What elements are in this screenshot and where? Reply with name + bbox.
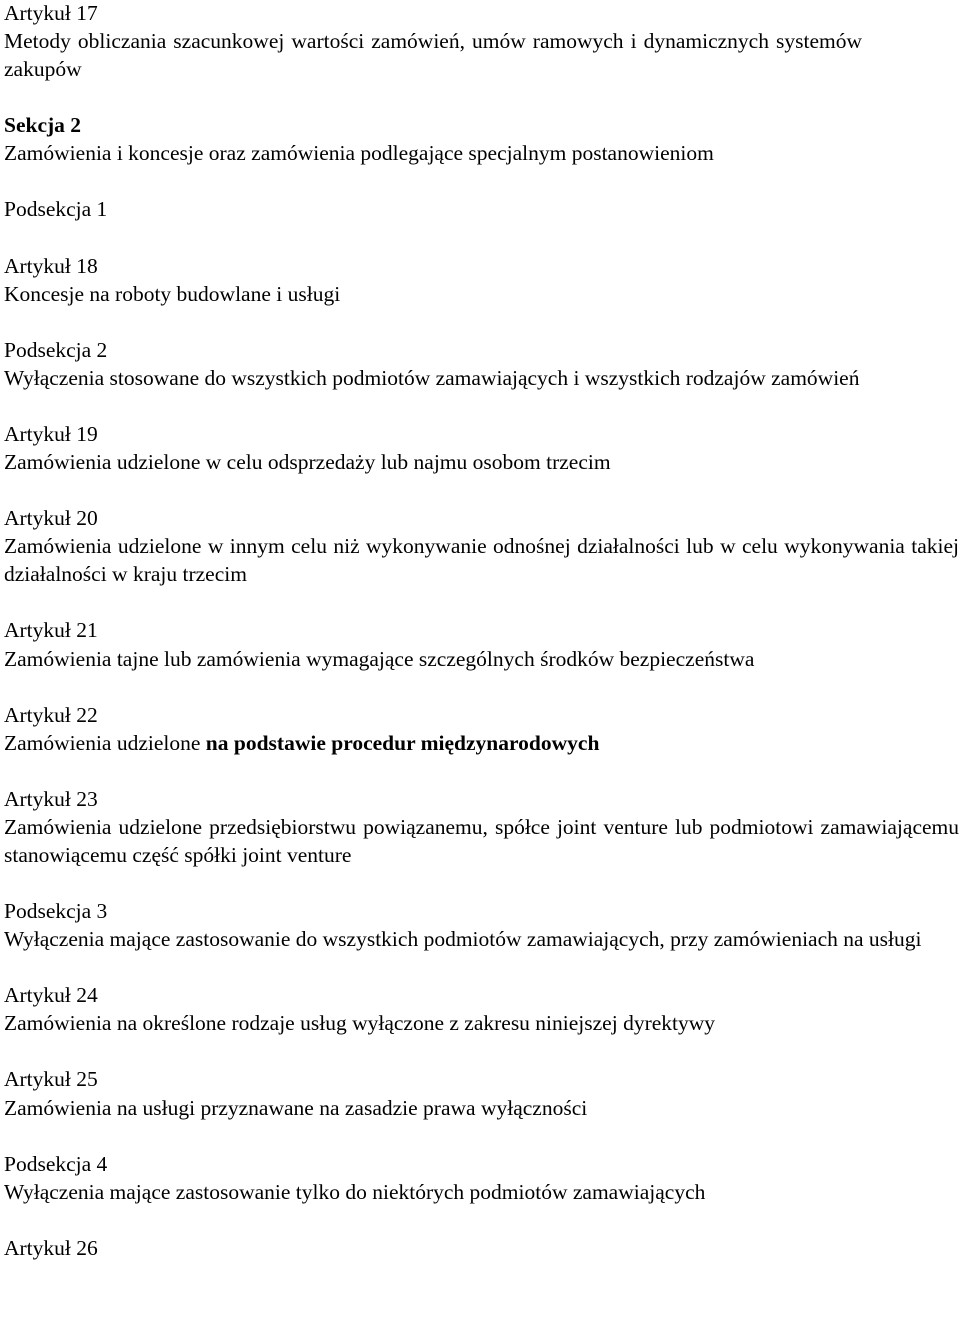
article-heading: Artykuł 26 xyxy=(4,1235,98,1260)
section-podsekcja-3 xyxy=(4,897,959,953)
section-sekcja-2 xyxy=(4,111,959,167)
article-heading: Artykuł 20 xyxy=(4,506,98,531)
article-title: Zamówienia udzielone w innym celu niż wykonywanie odnośnej działalności lub w celu wykonywania takiej działalności w kraju trzecim xyxy=(4,534,959,587)
subsection-heading: Podsekcja 2 xyxy=(4,337,108,362)
section-article-18 xyxy=(4,252,959,308)
article-title: Koncesje na roboty budowlane i usługi xyxy=(4,281,341,306)
article-title: Zamówienia na określone rodzaje usług wyłączone z zakresu niniejszej dyrektywy xyxy=(4,1011,716,1036)
article-heading: Artykuł 18 xyxy=(4,253,98,278)
article-heading: Artykuł 24 xyxy=(4,983,98,1008)
section-podsekcja-1 xyxy=(4,195,959,223)
article-heading: Artykuł 19 xyxy=(4,421,98,446)
article-title: Zamówienia udzielone przedsiębiorstwu powiązanemu, spółce joint venture lub podmiotowi zamawiającemu stanowiącemu część spółki joint venture xyxy=(4,814,959,867)
section-article-17 xyxy=(4,0,959,83)
article-heading: Artykuł 23 xyxy=(4,786,98,811)
subsection-title: Wyłączenia mające zastosowanie tylko do niektórych podmiotów zamawiających xyxy=(4,1179,706,1204)
article-heading: Artykuł 25 xyxy=(4,1067,98,1092)
section-article-22 xyxy=(4,701,959,757)
section-article-24 xyxy=(4,981,959,1037)
section-article-21 xyxy=(4,616,959,672)
section-article-25 xyxy=(4,1065,959,1121)
document-page xyxy=(4,0,959,1290)
article-title: Metody obliczania szacunkowej wartości zamówień, umów ramowych i dynamicznych systemów zakupów xyxy=(4,29,862,82)
section-heading: Sekcja 2 xyxy=(4,113,82,138)
subsection-heading: Podsekcja 3 xyxy=(4,899,108,924)
subsection-heading: Podsekcja 4 xyxy=(4,1151,108,1176)
subsection-heading: Podsekcja 1 xyxy=(4,197,108,222)
article-heading: Artykuł 22 xyxy=(4,702,98,727)
section-article-20 xyxy=(4,504,959,588)
subsection-title: Wyłączenia stosowane do wszystkich podmiotów zamawiających i wszystkich rodzajów zamówień xyxy=(4,365,860,390)
section-podsekcja-4 xyxy=(4,1150,959,1206)
article-heading: Artykuł 17 xyxy=(4,1,98,25)
article-title: Zamówienia tajne lub zamówienia wymagające szczególnych środków bezpieczeństwa xyxy=(4,646,755,671)
section-article-23 xyxy=(4,785,959,869)
subsection-title: Wyłączenia mające zastosowanie do wszystkich podmiotów zamawiających, przy zamówieniach na usługi xyxy=(4,927,922,952)
section-title: Zamówienia i koncesje oraz zamówienia podlegające specjalnym postanowieniom xyxy=(4,141,714,166)
article-title: Zamówienia na usługi przyznawane na zasadzie prawa wyłączności xyxy=(4,1095,588,1120)
section-article-19 xyxy=(4,420,959,476)
article-title-bold: na podstawie procedur międzynarodowych xyxy=(205,730,600,755)
section-article-26 xyxy=(4,1234,959,1262)
article-title-plain: Zamówienia udzielone xyxy=(4,730,206,755)
section-podsekcja-2 xyxy=(4,336,959,392)
article-title: Zamówienia udzielone w celu odsprzedaży lub najmu osobom trzecim xyxy=(4,450,611,475)
article-heading: Artykuł 21 xyxy=(4,618,98,643)
article-title xyxy=(4,729,959,757)
